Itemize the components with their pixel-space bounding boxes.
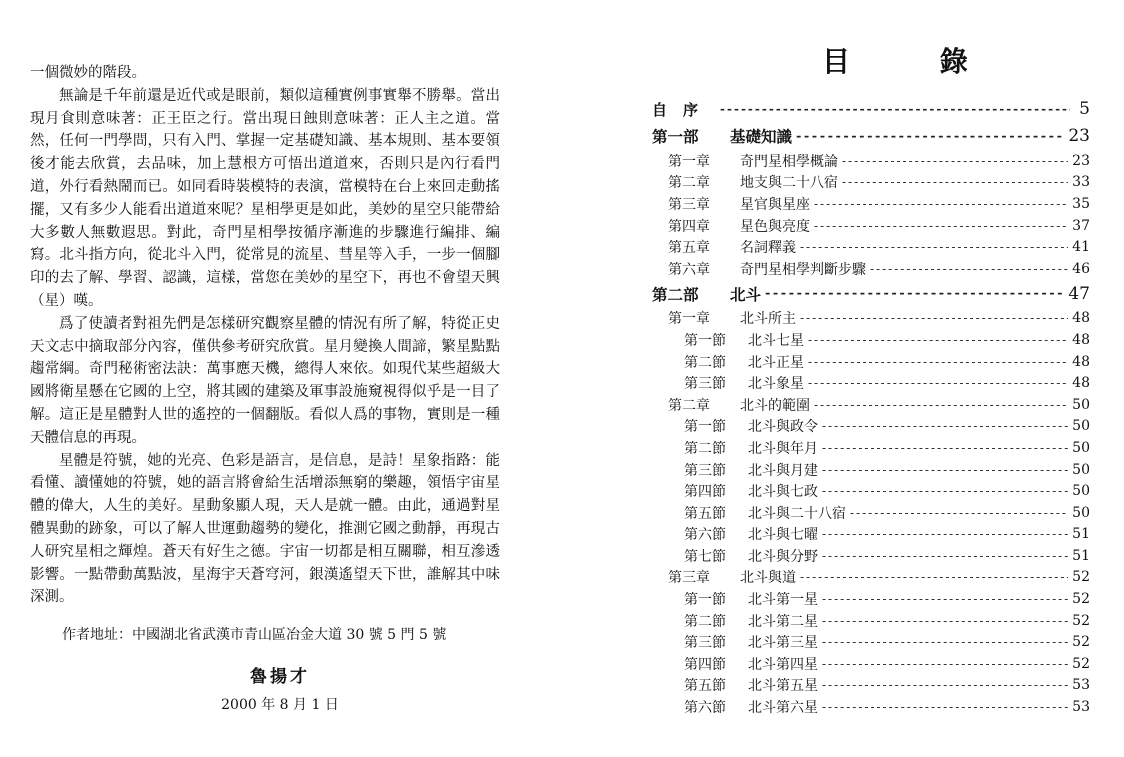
toc-entry-page: 23 bbox=[1068, 126, 1090, 146]
toc-entry-page: 53 bbox=[1072, 677, 1090, 694]
toc-entry-title: 北斗的範圍 bbox=[740, 397, 810, 414]
toc-entry-page: 50 bbox=[1072, 439, 1090, 456]
toc-entry[interactable] bbox=[652, 502, 1090, 524]
toc-entry-page: 50 bbox=[1072, 461, 1090, 478]
toc-entry-page: 53 bbox=[1072, 699, 1090, 716]
toc-leader-dashes bbox=[822, 588, 1068, 610]
toc-entry-page: 50 bbox=[1072, 504, 1090, 521]
toc-entry[interactable] bbox=[652, 215, 1090, 237]
toc-entry-number: 第三節 bbox=[684, 462, 726, 479]
toc-entry-number: 第一節 bbox=[684, 592, 726, 609]
toc-entry[interactable] bbox=[652, 236, 1090, 258]
toc-leader-dashes bbox=[822, 610, 1068, 632]
toc-leader-dashes bbox=[800, 567, 1068, 589]
toc-entry[interactable] bbox=[652, 437, 1090, 459]
toc-entry-title: 奇門星相學判斷步驟 bbox=[740, 261, 866, 278]
toc-title: 目 錄 bbox=[822, 45, 1008, 78]
toc-entry-number: 第四章 bbox=[668, 218, 710, 235]
toc-entry-number: 第七節 bbox=[684, 548, 726, 565]
body-paragraph: 爲了使讀者對祖先們是怎樣研究觀察星體的情況有所了解，特從正史天文志中摘取部分內容，僅供參考研究欣賞。星月變換人間諦，繁星點點趨常綱。奇門秘術密法訣：萬事應天機，總得人來依。如現代某些超級大國將衛星懸在它國的上空，將其國的建築及軍事設施窺視得似乎是一目了解。這正是星體對人世的遙控的一個翻版。看似人爲的事物，實則是一種天體信息的再現。 bbox=[30, 315, 500, 446]
toc-entry-title: 星色與亮度 bbox=[740, 218, 810, 235]
toc-entry-number: 第一節 bbox=[684, 419, 726, 436]
toc-entry[interactable] bbox=[652, 96, 1090, 122]
toc-entry-page: 48 bbox=[1072, 310, 1090, 327]
toc-entry-number: 第二節 bbox=[684, 613, 726, 630]
toc-entry-title: 北斗第二星 bbox=[748, 613, 818, 630]
toc-entry[interactable] bbox=[652, 696, 1090, 718]
toc-entry[interactable] bbox=[652, 675, 1090, 697]
toc-entry-number: 第一部 bbox=[652, 127, 699, 146]
toc-leader-dashes bbox=[808, 329, 1068, 351]
toc-entry-number: 第六節 bbox=[684, 700, 726, 717]
toc-entry-title: 地支與二十八宿 bbox=[740, 175, 838, 192]
toc-entry-title: 北斗與政令 bbox=[748, 419, 818, 436]
toc-entry-number: 第五節 bbox=[684, 505, 726, 522]
toc-entry[interactable] bbox=[652, 610, 1090, 632]
toc-entry-title: 北斗七星 bbox=[748, 332, 804, 349]
body-text bbox=[30, 62, 500, 609]
toc-entry[interactable] bbox=[652, 150, 1090, 172]
toc-entry-number: 第一章 bbox=[668, 153, 710, 170]
toc-entry[interactable] bbox=[652, 631, 1090, 653]
toc-entry-title: 北斗所主 bbox=[740, 311, 796, 328]
toc-leader-dashes bbox=[800, 308, 1068, 330]
toc-entry[interactable] bbox=[652, 122, 1090, 150]
toc-leader-dashes bbox=[808, 372, 1068, 394]
left-page bbox=[0, 0, 560, 757]
toc-entry[interactable] bbox=[652, 480, 1090, 502]
toc-entry-page: 51 bbox=[1072, 526, 1090, 543]
body-paragraph: 一個微妙的階段。 bbox=[30, 65, 146, 81]
toc-leader-dashes bbox=[822, 480, 1068, 502]
toc-entry-title: 北斗與月建 bbox=[748, 462, 818, 479]
toc-leader-dashes bbox=[822, 545, 1068, 567]
toc-entry-page: 52 bbox=[1072, 569, 1090, 586]
toc-entry[interactable] bbox=[652, 351, 1090, 373]
author-name: 魯揚才 bbox=[250, 667, 310, 687]
toc-entry-title: 名詞釋義 bbox=[740, 240, 796, 257]
toc-entry-number: 第二章 bbox=[668, 397, 710, 414]
toc-entry-number: 第二節 bbox=[684, 440, 726, 457]
toc-entry-page: 35 bbox=[1072, 195, 1090, 212]
toc-entry[interactable] bbox=[652, 545, 1090, 567]
toc-entry-number: 第二章 bbox=[668, 175, 710, 192]
toc-entry-number: 第三節 bbox=[684, 635, 726, 652]
toc-entry-number: 第六章 bbox=[668, 261, 710, 278]
toc-leader-dashes bbox=[822, 459, 1068, 481]
toc-entry-title: 星官與星座 bbox=[740, 196, 810, 213]
toc-entry-number: 第四節 bbox=[684, 484, 726, 501]
toc-entry[interactable] bbox=[652, 653, 1090, 675]
toc-leader-dashes bbox=[822, 524, 1068, 546]
toc-entry-number: 第一章 bbox=[668, 311, 710, 328]
toc-entry[interactable] bbox=[652, 193, 1090, 215]
toc-entry-title: 北斗第一星 bbox=[748, 592, 818, 609]
toc-leader-dashes bbox=[842, 150, 1068, 172]
toc-entry-page: 46 bbox=[1072, 260, 1090, 277]
toc-leader-dashes bbox=[808, 351, 1068, 373]
toc-leader-dashes bbox=[850, 502, 1068, 524]
toc-entry[interactable] bbox=[652, 372, 1090, 394]
toc-entry-page: 50 bbox=[1072, 396, 1090, 413]
author-address: 作者地址：中國湖北省武漢市青山區冶金大道 30 號 5 門 5 號 bbox=[62, 627, 447, 643]
toc-entry-page: 50 bbox=[1072, 483, 1090, 500]
toc-leader-dashes bbox=[870, 258, 1068, 280]
toc-entry-number: 第六節 bbox=[684, 527, 726, 544]
toc-leader-dashes bbox=[814, 215, 1068, 237]
toc-entry-number: 第二節 bbox=[684, 354, 726, 371]
toc-entry[interactable] bbox=[652, 394, 1090, 416]
toc-entry-page: 5 bbox=[1079, 99, 1090, 119]
toc-entry-page: 51 bbox=[1072, 547, 1090, 564]
signature-date: 2000 年 8 月 1 日 bbox=[221, 697, 339, 713]
toc-entry-number: 第三節 bbox=[684, 376, 726, 393]
toc-entry-title: 北斗與道 bbox=[740, 570, 796, 587]
toc-entry[interactable] bbox=[652, 416, 1090, 438]
toc-entry-title: 北斗正星 bbox=[748, 354, 804, 371]
toc-entry-page: 47 bbox=[1068, 283, 1090, 304]
toc-entry-page: 37 bbox=[1072, 217, 1090, 234]
toc-entry[interactable] bbox=[652, 329, 1090, 351]
toc-entry-title: 北斗與分野 bbox=[748, 548, 818, 565]
toc-entry-page: 48 bbox=[1072, 331, 1090, 348]
body-paragraph: 無論是千年前還是近代或是眼前，類似這種實例事實舉不勝舉。當出現月食則意味著：正王臣之行。當出現日蝕則意味著：正人主之道。當然，任何一門學問，只有入門、掌握一定基礎知識、基本規則、基本要領後才能去欣賞，去品味，加上慧根方可悟出道道來，否則只是內行看門道，外行看熱鬧而已。如同看時裝模特的表演，當模特在台上來回走動搖擺，又有多少人能看出道道來呢？星相學更是如此，美妙的星空只能帶給大多數人無數遐思。對此，奇門星相學按循序漸進的步驟進行編排、編寫。北斗指方向，從北斗入門，從常見的流星、彗星等入手，一步一個腳印的去了解、學習、認識，這樣，當您在美妙的星空下，再也不會望天興（星）嘆。 bbox=[30, 87, 500, 309]
toc-entry-number: 第一節 bbox=[684, 332, 726, 349]
toc-leader-dashes bbox=[822, 675, 1068, 697]
toc-entry-number: 第四節 bbox=[684, 656, 726, 673]
toc-entry-page: 50 bbox=[1072, 418, 1090, 435]
toc-entry-page: 33 bbox=[1072, 174, 1090, 191]
toc-entry-page: 48 bbox=[1072, 375, 1090, 392]
toc-entry-title: 北斗第四星 bbox=[748, 656, 818, 673]
toc-entry-title: 北斗第五星 bbox=[748, 678, 818, 695]
toc-entry-title: 北斗與七政 bbox=[748, 484, 818, 501]
toc-leader-dashes bbox=[814, 193, 1068, 215]
toc-entry[interactable] bbox=[652, 524, 1090, 546]
toc-entry-page: 48 bbox=[1072, 353, 1090, 370]
toc-leader-dashes bbox=[814, 394, 1068, 416]
toc-entry-page: 52 bbox=[1072, 612, 1090, 629]
toc-entry[interactable] bbox=[652, 588, 1090, 610]
toc-leader-dashes bbox=[842, 172, 1068, 194]
toc-entry-number: 第二部 bbox=[652, 284, 699, 304]
toc-entry-number: 第五節 bbox=[684, 678, 726, 695]
toc-entry-number: 第三章 bbox=[668, 570, 710, 587]
toc-entry[interactable] bbox=[652, 172, 1090, 194]
toc-entry[interactable] bbox=[652, 459, 1090, 481]
toc-entry-title: 北斗第三星 bbox=[748, 635, 818, 652]
toc-entry-title: 北斗第六星 bbox=[748, 700, 818, 717]
toc-leader-dashes bbox=[822, 696, 1068, 718]
toc-entry-title: 北斗與年月 bbox=[748, 440, 818, 457]
body-paragraph: 星體是符號，她的光亮、色彩是語言，是信息，是詩！星象指路：能看懂、讀懂她的符號，她的語言將會給生活增添無窮的樂趣，領悟宇宙星體的偉大，人生的美好。星動象顯人現，天人是就一體。由此，通過對星體異動的跡象，可以了解人世運動趨勢的變化，推測它國之動靜，再現古人研究星相之輝煌。蒼天有好生之德。宇宙一切都是相互關聯，相互滲透影響。一點帶動萬點波，星海宇天蒼穹河，銀漢遙望天下世，誰解其中味深測。 bbox=[30, 452, 500, 606]
toc-entry-title: 北斗 bbox=[730, 284, 762, 304]
toc-leader-dashes bbox=[765, 280, 1064, 308]
toc-entry-title: 基礎知識 bbox=[730, 127, 793, 146]
toc-entry-number: 第三章 bbox=[668, 196, 710, 213]
toc-leader-dashes bbox=[822, 631, 1068, 653]
right-page bbox=[560, 0, 1124, 757]
toc-leader-dashes bbox=[796, 122, 1064, 150]
toc-entry[interactable] bbox=[652, 567, 1090, 589]
toc-entry[interactable] bbox=[652, 258, 1090, 280]
toc-leader-dashes bbox=[720, 96, 1070, 122]
toc-entry-page: 52 bbox=[1072, 655, 1090, 672]
toc-entry-page: 23 bbox=[1072, 152, 1090, 169]
toc-entry-number: 第五章 bbox=[668, 240, 710, 257]
toc-entry-title: 北斗象星 bbox=[748, 376, 804, 393]
toc-entry-page: 41 bbox=[1072, 239, 1090, 256]
table-of-contents bbox=[652, 96, 1090, 718]
toc-leader-dashes bbox=[822, 416, 1068, 438]
toc-entry-number: 自序 bbox=[652, 100, 715, 119]
toc-entry-title: 奇門星相學概論 bbox=[740, 153, 838, 170]
toc-entry-page: 52 bbox=[1072, 634, 1090, 651]
toc-entry[interactable] bbox=[652, 308, 1090, 330]
toc-entry-title: 北斗與七曜 bbox=[748, 527, 818, 544]
toc-leader-dashes bbox=[800, 236, 1068, 258]
toc-leader-dashes bbox=[822, 437, 1068, 459]
toc-leader-dashes bbox=[822, 653, 1068, 675]
toc-entry-page: 52 bbox=[1072, 591, 1090, 608]
toc-entry[interactable] bbox=[652, 280, 1090, 308]
toc-entry-title: 北斗與二十八宿 bbox=[748, 505, 846, 522]
